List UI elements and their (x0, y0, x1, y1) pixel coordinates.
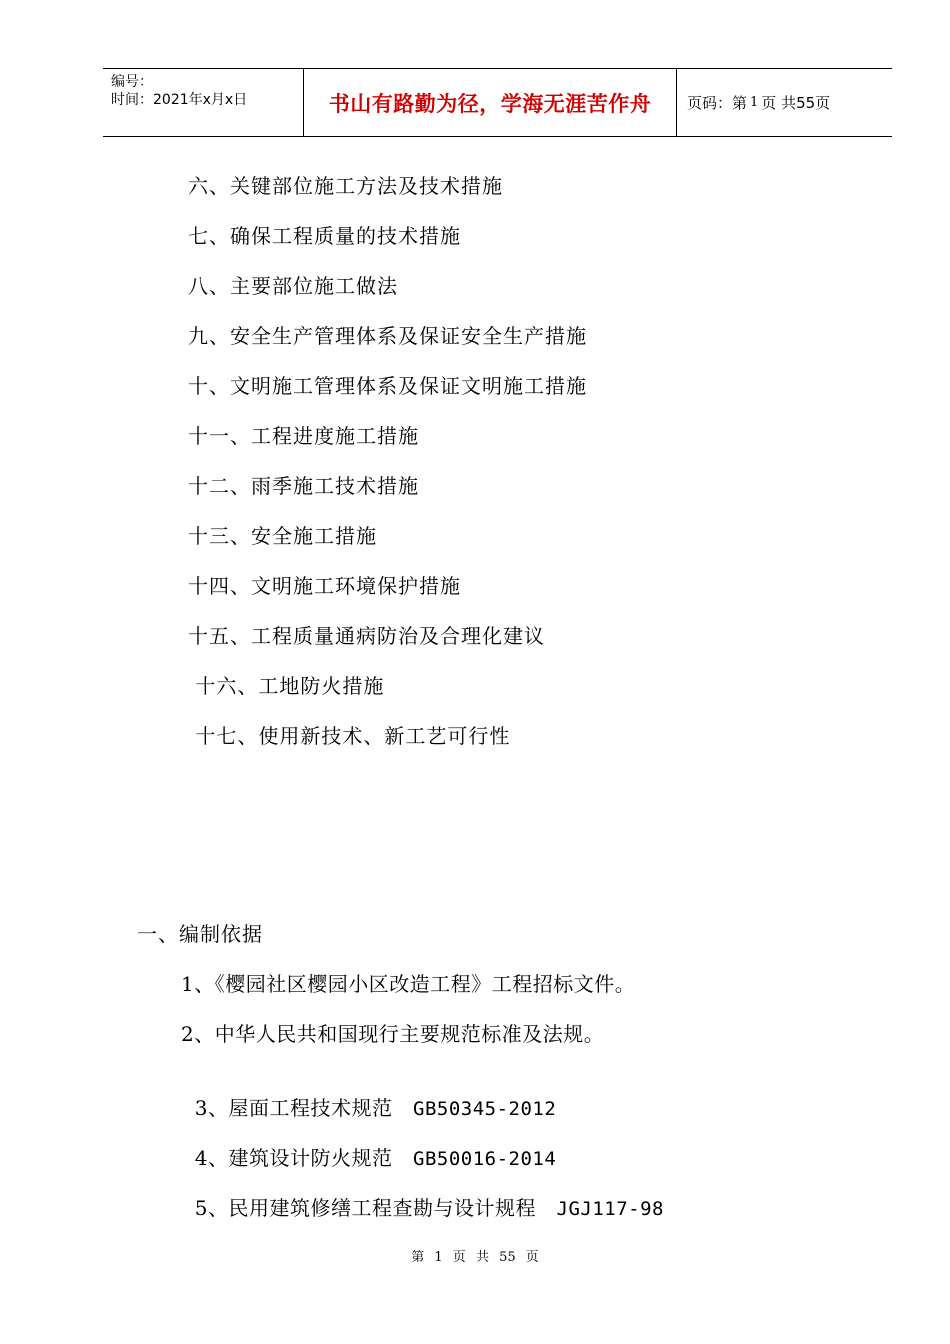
reference-code: GB50016-2014 (413, 1148, 557, 1170)
page-middle: 页 共 (761, 94, 797, 112)
reference-code: JGJ117-98 (556, 1198, 664, 1220)
page-total: 55 (796, 93, 816, 112)
reference-item (181, 1118, 556, 1171)
reference-code: GB50345-2012 (413, 1098, 557, 1120)
page-prefix: 页码：第 (687, 94, 748, 112)
document-number-label: 编号： (111, 74, 153, 90)
reference-text: 4、建筑设计防火规范 (194, 1146, 414, 1170)
toc-item: 六、关键部位施工方法及技术措施 (188, 174, 503, 198)
reference-text: 5、民用建筑修缮工程查勘与设计规程 (194, 1196, 557, 1220)
header-slogan-cell (303, 69, 677, 136)
toc-item: 十六、工地防火措施 (188, 674, 385, 698)
footer-current-page: 1 (434, 1250, 443, 1265)
reference-item (181, 1068, 556, 1121)
page-current: 1 (750, 95, 759, 110)
footer-page-word: 页 (452, 1250, 466, 1265)
toc-item: 八、主要部位施工做法 (188, 274, 398, 298)
footer-total-label: 共 (475, 1250, 489, 1265)
toc-item: 十五、工程质量通病防治及合理化建议 (188, 624, 545, 648)
toc-item: 十一、工程进度施工措施 (188, 424, 419, 448)
reference-text: 3、屋面工程技术规范 (194, 1096, 414, 1120)
header-slogan: 书山有路勤为径，学海无涯苦作舟 (328, 91, 652, 116)
footer-total-pages: 55 (499, 1250, 516, 1265)
toc-item: 七、确保工程质量的技术措施 (188, 224, 461, 248)
header-meta (103, 69, 303, 136)
toc-item: 十七、使用新技术、新工艺可行性 (188, 724, 511, 748)
page-suffix: 页 (815, 94, 831, 112)
toc-item: 十四、文明施工环境保护措施 (188, 574, 461, 598)
page-footer (0, 1246, 950, 1265)
reference-item (181, 968, 635, 997)
reference-item (181, 1018, 604, 1047)
toc-item: 十三、安全施工措施 (188, 524, 377, 548)
document-time-label: 时间：2021年x月x日 (111, 92, 248, 108)
footer-end: 页 (525, 1250, 539, 1265)
reference-item (181, 1168, 664, 1221)
toc-item: 十、文明施工管理体系及保证文明施工措施 (188, 374, 587, 398)
reference-text: 1、《樱园社区樱园小区改造工程》工程招标文件。 (181, 972, 636, 996)
toc-item: 十二、雨季施工技术措施 (188, 474, 419, 498)
footer-first: 第 (411, 1250, 425, 1265)
header-page-info (677, 69, 892, 136)
section-title: 一、编制依据 (137, 922, 263, 946)
toc-item: 九、安全生产管理体系及保证安全生产措施 (188, 324, 587, 348)
reference-text: 2、中华人民共和国现行主要规范标准及法规。 (181, 1022, 605, 1046)
page-header (103, 68, 892, 137)
